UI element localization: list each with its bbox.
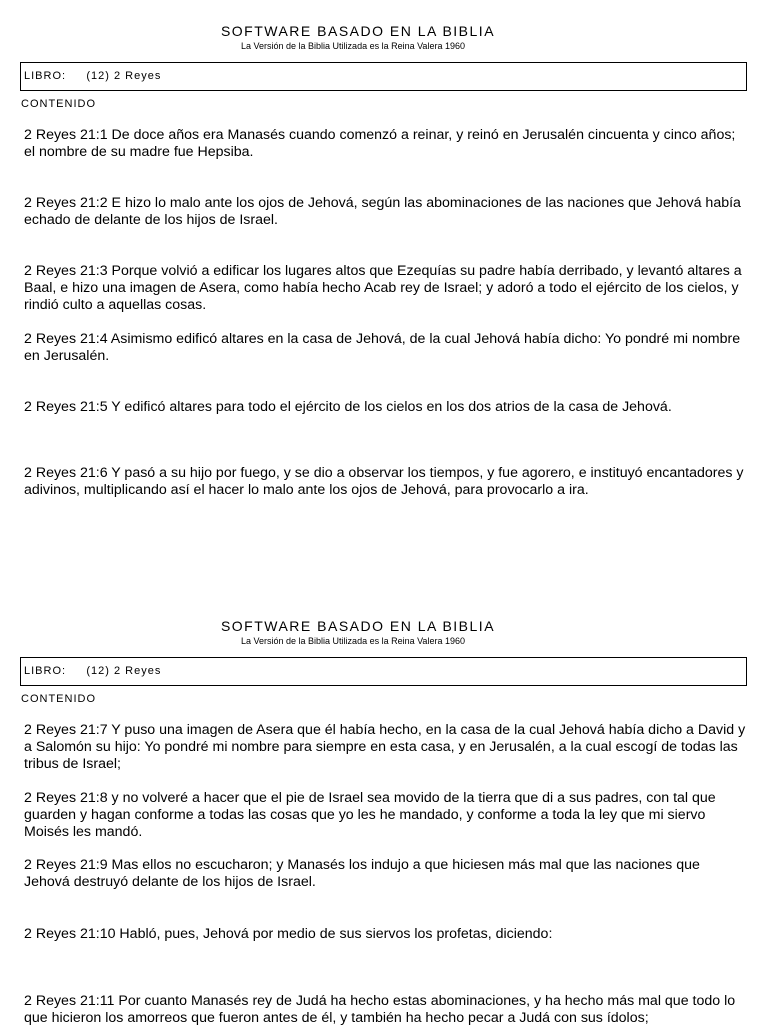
libro-box xyxy=(20,657,747,686)
contenido-label: CONTENIDO xyxy=(21,693,96,705)
verse: 2 Reyes 21:11 Por cuanto Manasés rey de Judá ha hecho estas abominaciones, y ha hecho más mal que todo lo que hicieron los amorreos que fueron antes de él, y también ha hecho pecar a Judá con sus ídolos; xyxy=(24,993,736,1027)
page-title: SOFTWARE BASADO EN LA BIBLIA xyxy=(220,618,496,634)
libro-label: LIBRO: xyxy=(24,665,67,677)
verse: 2 Reyes 21:2 E hizo lo malo ante los ojos de Jehová, según las abominaciones de las naciones que Jehová había echado de delante de los hijos de Israel. xyxy=(24,195,741,229)
verse: 2 Reyes 21:6 Y pasó a su hijo por fuego, y se dio a observar los tiempos, y fue agorero, e instituyó encantadores y adivinos, multiplicando así el hacer lo malo ante los ojos de Jehová, para provocarlo a ira. xyxy=(24,465,744,499)
verse: 2 Reyes 21:4 Asimismo edificó altares en la casa de Jehová, de la cual Jehová había dicho: Yo pondré mi nombre en Jerusalén. xyxy=(24,331,741,365)
verse: 2 Reyes 21:9 Mas ellos no escucharon; y Manasés los indujo a que hiciesen más mal que las naciones que Jehová destruyó delante de los hijos de Israel. xyxy=(24,857,700,891)
verse: 2 Reyes 21:7 Y puso una imagen de Asera que él había hecho, en la casa de la cual Jehová había dicho a David y a Salomón su hijo: Yo pondré mi nombre para siempre en esta casa, y en Jerusalén, a la cual escogí de todas las tribus de Israel; xyxy=(24,722,746,773)
libro-label: LIBRO: xyxy=(24,70,67,82)
libro-value: (12) 2 Reyes xyxy=(86,665,162,677)
contenido-label: CONTENIDO xyxy=(21,98,96,110)
libro-box xyxy=(20,62,747,91)
verse: 2 Reyes 21:1 De doce años era Manasés cuando comenzó a reinar, y reinó en Jerusalén cincuenta y cinco años; el nombre de su madre fue Hepsiba. xyxy=(24,127,736,161)
page-subtitle: La Versión de la Biblia Utilizada es la Reina Valera 1960 xyxy=(241,636,465,646)
verse: 2 Reyes 21:8 y no volveré a hacer que el pie de Israel sea movido de la tierra que di a sus padres, con tal que guarden y hagan conforme a todas las cosas que yo les he mandado, y conforme a toda la ley que mi siervo Moisés les mandó. xyxy=(24,790,716,841)
verse: 2 Reyes 21:3 Porque volvió a edificar los lugares altos que Ezequías su padre había derribado, y levantó altares a Baal, e hizo una imagen de Asera, como había hecho Acab rey de Israel; y adoró a todo el ejército de los cielos, y rindió culto a aquellas cosas. xyxy=(24,263,742,314)
verse: 2 Reyes 21:5 Y edificó altares para todo el ejército de los cielos en los dos atrios de la casa de Jehová. xyxy=(24,399,672,415)
page-subtitle: La Versión de la Biblia Utilizada es la Reina Valera 1960 xyxy=(241,41,465,51)
libro-value: (12) 2 Reyes xyxy=(86,70,162,82)
page-title: SOFTWARE BASADO EN LA BIBLIA xyxy=(220,23,496,39)
verse: 2 Reyes 21:10 Habló, pues, Jehová por medio de sus siervos los profetas, diciendo: xyxy=(24,926,553,942)
